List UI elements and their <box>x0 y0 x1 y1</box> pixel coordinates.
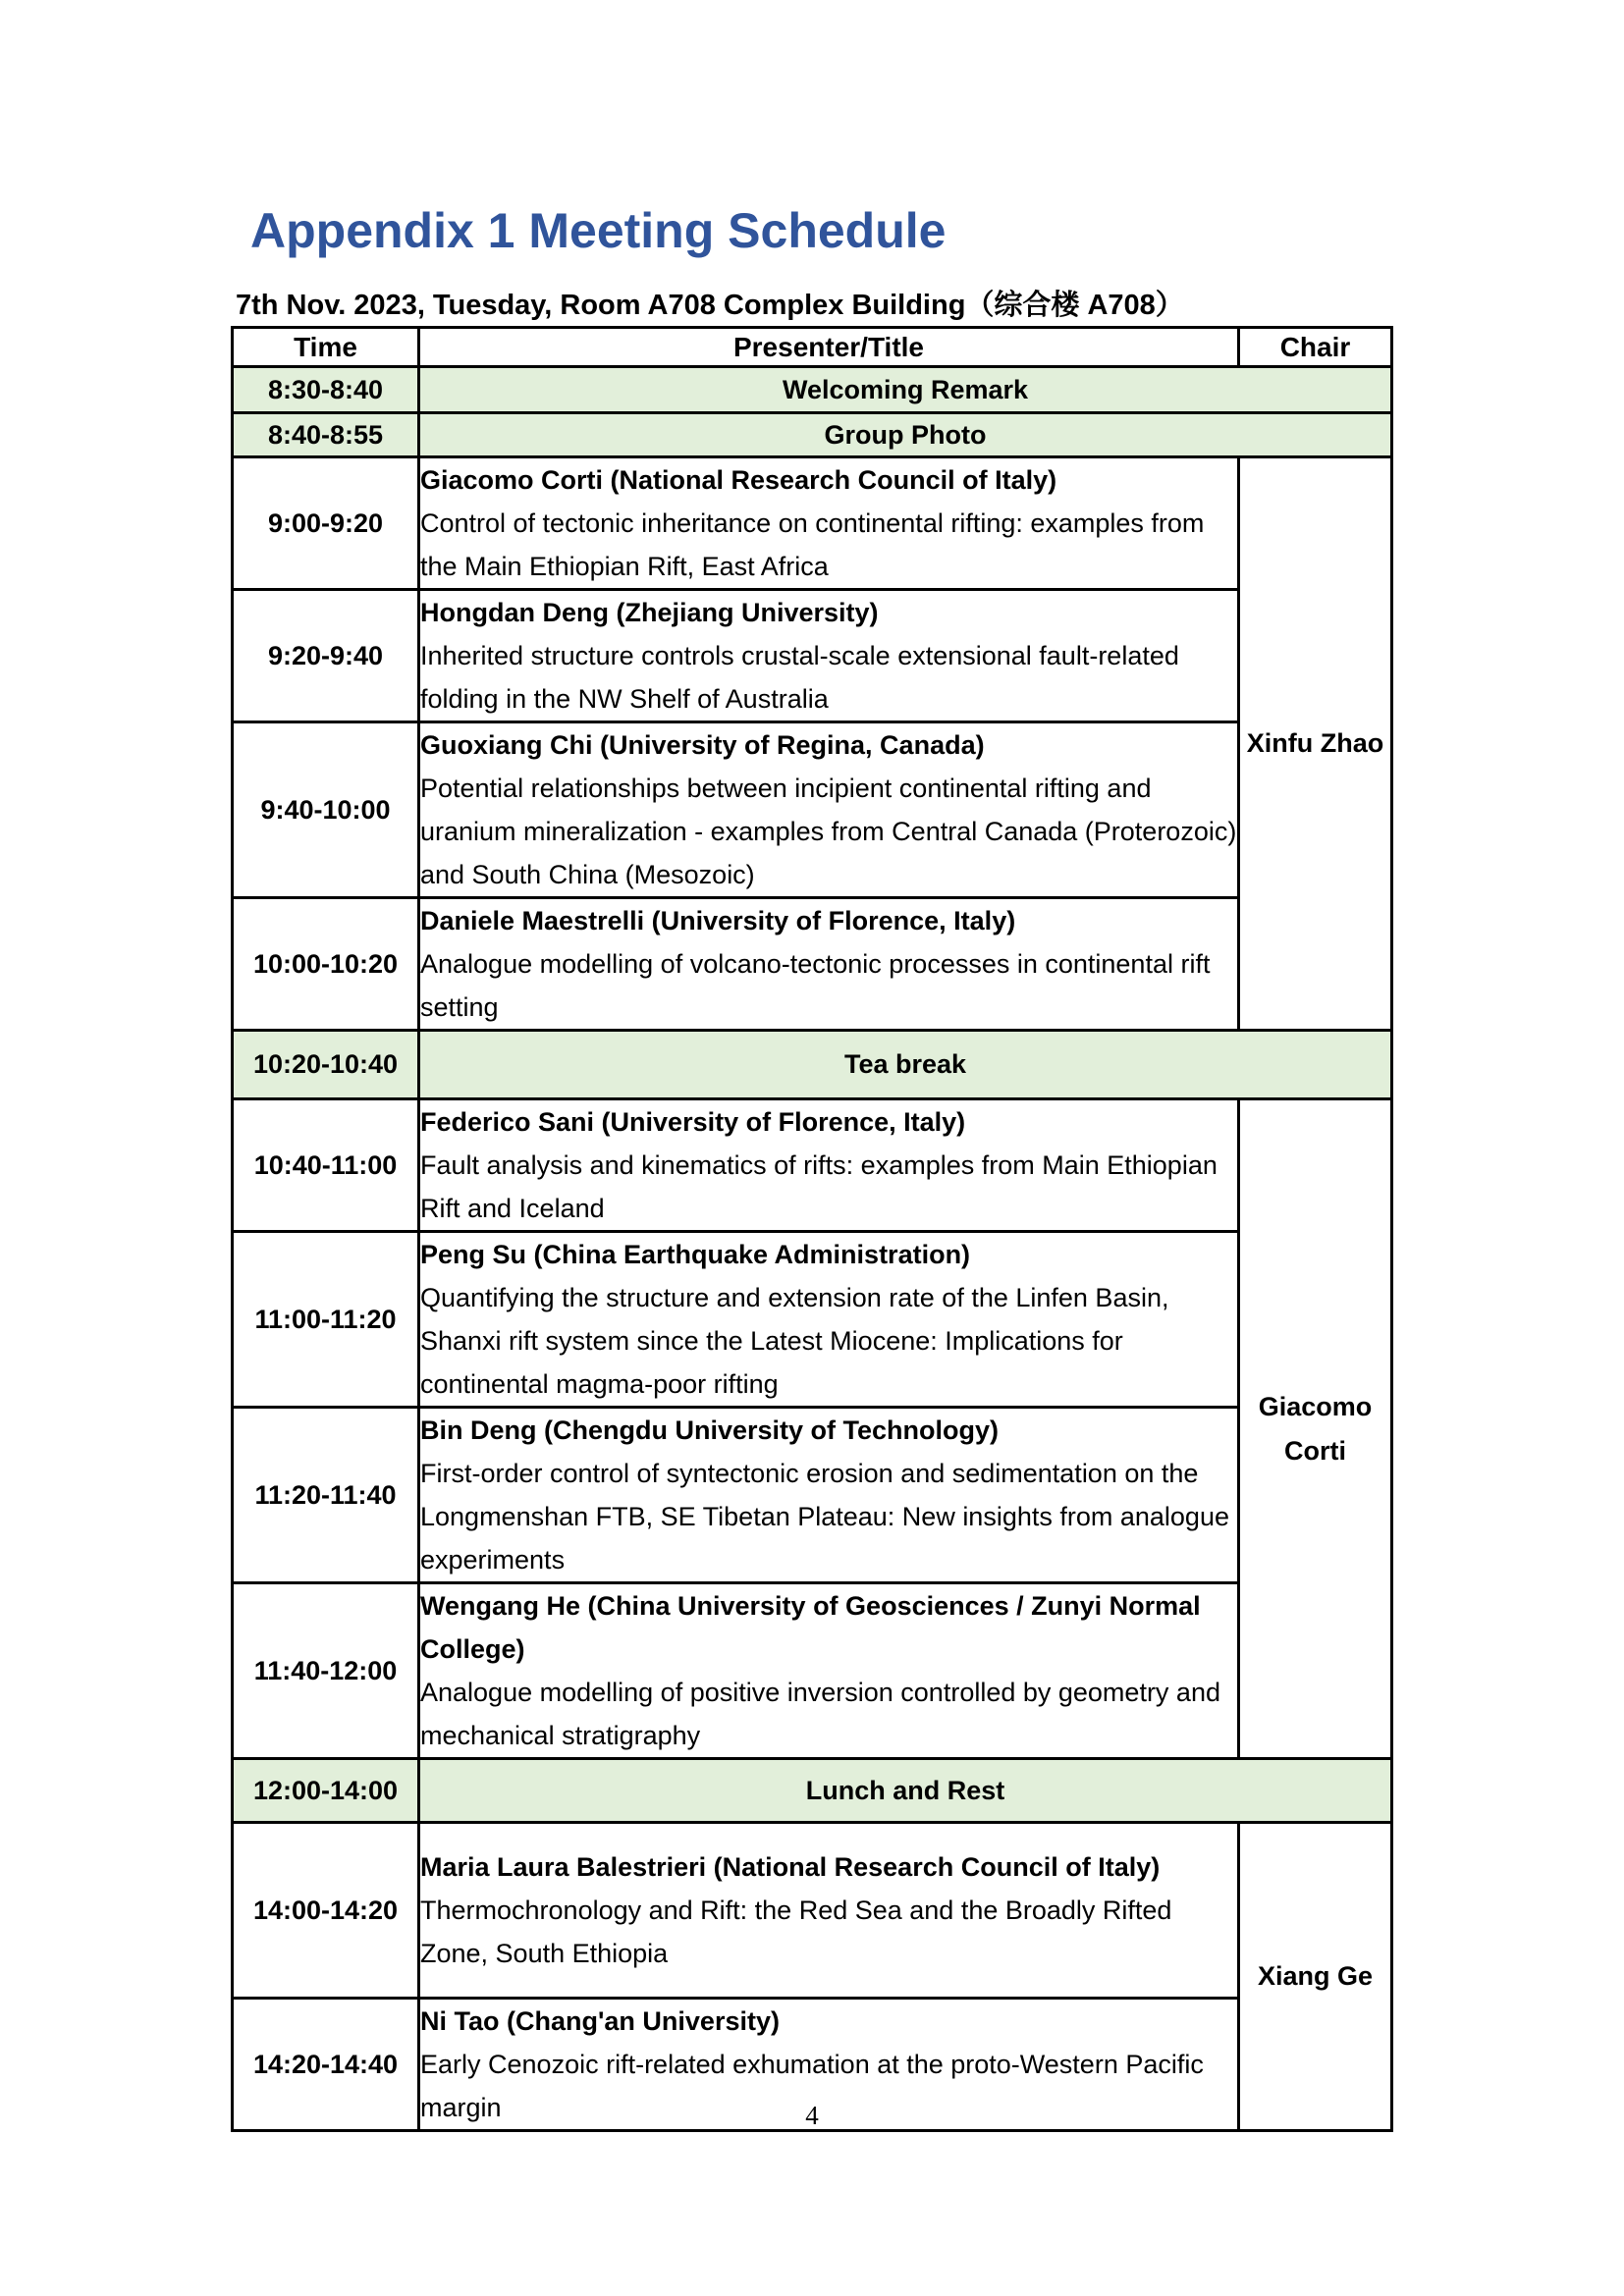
time-cell: 10:40-11:00 <box>233 1099 419 1232</box>
session-cell <box>419 722 1239 898</box>
talk-title: Early Cenozoic rift-related exhumation at the proto-Western Pacific margin <box>420 2050 1204 2122</box>
presenter-name: Ni Tao (Chang'an University) <box>420 2006 780 2036</box>
page-subtitle: 7th Nov. 2023, Tuesday, Room A708 Complex Building（综合楼 A708） <box>236 290 1184 321</box>
session-cell <box>419 898 1239 1031</box>
talk-title: Inherited structure controls crustal-scale extensional fault-related folding in the NW Shelf of Australia <box>420 641 1179 714</box>
presenter-name: Daniele Maestrelli (University of Florence, Italy) <box>420 906 1016 935</box>
table-row <box>233 1408 1392 1583</box>
session-cell <box>419 590 1239 722</box>
table-row <box>233 722 1392 898</box>
talk-title: Potential relationships between incipient continental rifting and uranium mineralization - examples from Central Canada (Proterozoic) and South China (Mesozoic) <box>420 774 1237 889</box>
time-cell: 9:00-9:20 <box>233 457 419 590</box>
time-cell: 9:20-9:40 <box>233 590 419 722</box>
presenter-name: Federico Sani (University of Florence, Italy) <box>420 1107 966 1137</box>
band-label: Lunch and Rest <box>419 1759 1392 1823</box>
chair-name: Xinfu Zhao <box>1239 457 1392 1031</box>
table-row <box>233 367 1392 413</box>
table-row <box>233 898 1392 1031</box>
session-cell <box>419 1408 1239 1583</box>
presenter-name: Hongdan Deng (Zhejiang University) <box>420 598 879 627</box>
presenter-name: Wengang He (China University of Geosciences / Zunyi Normal College) <box>420 1591 1201 1664</box>
talk-title: Control of tectonic inheritance on continental rifting: examples from the Main Ethiopian Rift, East Africa <box>420 508 1205 581</box>
presenter-name: Bin Deng (Chengdu University of Technology) <box>420 1415 1000 1445</box>
session-cell <box>419 1823 1239 1999</box>
session-cell <box>419 1099 1239 1232</box>
time-cell: 9:40-10:00 <box>233 722 419 898</box>
talk-title: Quantifying the structure and extension rate of the Linfen Basin, Shanxi rift system since the Latest Miocene: Implications for continental magma-poor rifting <box>420 1283 1169 1399</box>
col-header-chair: Chair <box>1239 328 1392 367</box>
band-label: Tea break <box>419 1031 1392 1099</box>
time-cell: 10:20-10:40 <box>233 1031 419 1099</box>
talk-title: First-order control of syntectonic erosion and sedimentation on the Longmenshan FTB, SE Tibetan Plateau: New insights from analogue experiments <box>420 1459 1229 1575</box>
time-cell: 11:40-12:00 <box>233 1583 419 1759</box>
presenter-name: Guoxiang Chi (University of Regina, Canada) <box>420 730 985 760</box>
chair-name: Giacomo Corti <box>1239 1099 1392 1759</box>
page-number: 4 <box>805 2101 819 2130</box>
time-cell: 14:00-14:20 <box>233 1823 419 1999</box>
band-label: Group Photo <box>419 413 1392 457</box>
session-cell <box>419 1232 1239 1408</box>
table-row <box>233 1232 1392 1408</box>
page-title: Appendix 1 Meeting Schedule <box>250 203 947 258</box>
table-row <box>233 1583 1392 1759</box>
time-cell: 8:30-8:40 <box>233 367 419 413</box>
col-header-presenter: Presenter/Title <box>419 328 1239 367</box>
time-cell: 12:00-14:00 <box>233 1759 419 1823</box>
presenter-name: Peng Su (China Earthquake Administration) <box>420 1240 971 1269</box>
table-row <box>233 1031 1392 1099</box>
header-row <box>233 328 1392 367</box>
band-label: Welcoming Remark <box>419 367 1392 413</box>
presenter-name: Maria Laura Balestrieri (National Research Council of Italy) <box>420 1852 1161 1882</box>
talk-title: Analogue modelling of positive inversion controlled by geometry and mechanical stratigraphy <box>420 1678 1220 1750</box>
table-row <box>233 413 1392 457</box>
table-row <box>233 1099 1392 1232</box>
table-row <box>233 457 1392 590</box>
talk-title: Thermochronology and Rift: the Red Sea and the Broadly Rifted Zone, South Ethiopia <box>420 1896 1172 1968</box>
time-cell: 11:00-11:20 <box>233 1232 419 1408</box>
talk-title: Analogue modelling of volcano-tectonic processes in continental rift setting <box>420 949 1211 1022</box>
table-row <box>233 590 1392 722</box>
time-cell: 8:40-8:55 <box>233 413 419 457</box>
talk-title: Fault analysis and kinematics of rifts: examples from Main Ethiopian Rift and Iceland <box>420 1150 1218 1223</box>
col-header-time: Time <box>233 328 419 367</box>
time-cell: 11:20-11:40 <box>233 1408 419 1583</box>
schedule-table <box>231 326 1393 2132</box>
chair-name: Xiang Ge <box>1239 1823 1392 2131</box>
presenter-name: Giacomo Corti (National Research Council of Italy) <box>420 465 1057 495</box>
time-cell: 10:00-10:20 <box>233 898 419 1031</box>
session-cell <box>419 457 1239 590</box>
session-cell <box>419 1583 1239 1759</box>
time-cell: 14:20-14:40 <box>233 1999 419 2131</box>
table-row <box>233 1823 1392 1999</box>
table-row <box>233 1759 1392 1823</box>
